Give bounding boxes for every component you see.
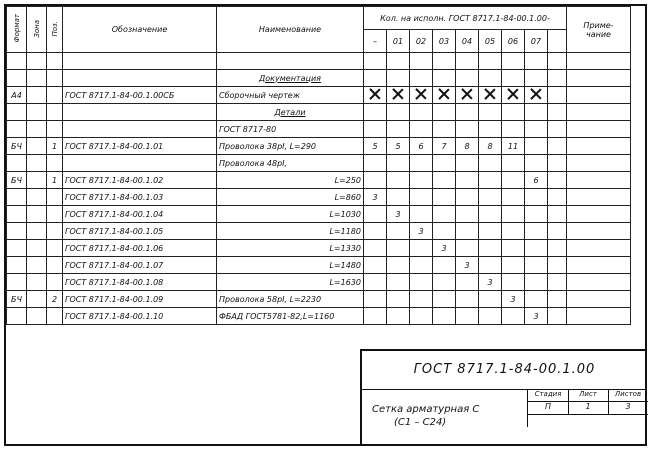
cell-qty-2 [410, 240, 433, 257]
cell-qty-7 [525, 53, 548, 70]
header-remarks: Приме- чание [567, 7, 631, 53]
cell-format [7, 206, 27, 223]
cell-remarks [567, 291, 631, 308]
spec-row [7, 53, 631, 70]
sheets-value: 3 [625, 402, 631, 411]
spec-row [7, 189, 631, 206]
cell-position [47, 240, 63, 257]
cell-zone [27, 223, 47, 240]
cell-qty-7 [525, 121, 548, 138]
cell-qty-1 [387, 308, 410, 325]
cell-qty-5 [479, 70, 502, 87]
cell-qty-4 [456, 87, 479, 104]
cell-qty-0: 5 [364, 138, 387, 155]
cell-zone [27, 104, 47, 121]
cell-name: Проволока 38рI, L=290 [217, 138, 364, 155]
spec-row [7, 138, 631, 155]
cell-zone [27, 53, 47, 70]
cross-mark-icon [484, 88, 496, 100]
cell-zone [27, 172, 47, 189]
cell-remarks [567, 308, 631, 325]
cell-qty-0 [364, 274, 387, 291]
cell-qty-6 [502, 274, 525, 291]
cell-qty-4 [456, 172, 479, 189]
cell-qty-extra [548, 70, 567, 87]
cell-qty-4 [456, 206, 479, 223]
cell-designation: ГОСТ 8717.1-84-00.1.07 [63, 257, 217, 274]
cell-format [7, 308, 27, 325]
cell-qty-1 [387, 104, 410, 121]
specification-table [6, 6, 631, 325]
cell-qty-7 [525, 291, 548, 308]
cell-qty-5 [479, 257, 502, 274]
cell-name: Детали [217, 104, 364, 121]
cell-qty-2: 3 [410, 223, 433, 240]
variant-header-2: 02 [410, 30, 433, 53]
cross-mark-icon [461, 88, 473, 100]
document-code: ГОСТ 8717.1-84-00.1.00 [362, 351, 647, 390]
variant-header-blank [548, 30, 567, 53]
cell-zone [27, 155, 47, 172]
cell-position [47, 70, 63, 87]
cell-qty-3 [433, 121, 456, 138]
cell-qty-5 [479, 121, 502, 138]
cell-qty-1 [387, 121, 410, 138]
cell-remarks [567, 70, 631, 87]
cell-position [47, 257, 63, 274]
spec-row [7, 240, 631, 257]
cell-qty-6 [502, 53, 525, 70]
cell-qty-5 [479, 291, 502, 308]
cell-qty-2 [410, 206, 433, 223]
cell-qty-4 [456, 53, 479, 70]
cell-qty-4 [456, 274, 479, 291]
cell-qty-3 [433, 53, 456, 70]
document-title-line2: (С1 – С24) [394, 417, 447, 428]
cell-qty-3 [433, 223, 456, 240]
cell-format [7, 155, 27, 172]
cell-zone [27, 257, 47, 274]
cell-remarks [567, 206, 631, 223]
cell-format [7, 257, 27, 274]
cell-qty-2 [410, 291, 433, 308]
cell-position [47, 53, 63, 70]
cell-qty-0: 3 [364, 189, 387, 206]
spec-row [7, 274, 631, 291]
cell-remarks [567, 121, 631, 138]
cell-qty-3 [433, 172, 456, 189]
cell-qty-7 [525, 257, 548, 274]
cell-qty-extra [548, 189, 567, 206]
cell-qty-2 [410, 104, 433, 121]
cell-qty-5 [479, 223, 502, 240]
cell-qty-4: 8 [456, 138, 479, 155]
cell-qty-1 [387, 189, 410, 206]
cell-format: БЧ [7, 138, 27, 155]
cell-qty-2 [410, 189, 433, 206]
cell-qty-1 [387, 223, 410, 240]
cell-qty-3 [433, 70, 456, 87]
cell-qty-0 [364, 206, 387, 223]
cell-zone [27, 70, 47, 87]
cell-qty-7: 6 [525, 172, 548, 189]
cell-name: Документация [217, 70, 364, 87]
cell-qty-0 [364, 291, 387, 308]
cell-remarks [567, 257, 631, 274]
cell-name: Сборочный чертеж [217, 87, 364, 104]
cell-qty-0 [364, 308, 387, 325]
cell-qty-0 [364, 172, 387, 189]
cell-qty-6: 3 [502, 291, 525, 308]
cell-qty-3: 3 [433, 240, 456, 257]
cell-qty-1 [387, 274, 410, 291]
cell-qty-3 [433, 87, 456, 104]
spec-row [7, 223, 631, 240]
header-zone: Зона [27, 7, 47, 53]
cell-qty-0 [364, 155, 387, 172]
cross-mark-icon [369, 88, 381, 100]
cell-qty-7 [525, 206, 548, 223]
cell-qty-extra [548, 223, 567, 240]
cell-name: ГОСТ 8717-80 [217, 121, 364, 138]
cell-qty-6 [502, 87, 525, 104]
cell-qty-3 [433, 206, 456, 223]
cell-name: Проволока 58рI, L=2230 [217, 291, 364, 308]
cell-format [7, 274, 27, 291]
cell-qty-3: 7 [433, 138, 456, 155]
cell-qty-4 [456, 121, 479, 138]
cell-qty-0 [364, 240, 387, 257]
cell-designation: ГОСТ 8717.1-84-00.1.08 [63, 274, 217, 291]
cell-qty-extra [548, 53, 567, 70]
header-qty-title: Кол. на исполн. ГОСТ 8717.1-84-00.1.00- [364, 7, 567, 30]
cell-remarks [567, 155, 631, 172]
cell-zone [27, 87, 47, 104]
cell-designation: ГОСТ 8717.1-84-00.1.01 [63, 138, 217, 155]
cell-remarks [567, 53, 631, 70]
cell-position [47, 223, 63, 240]
cell-qty-2 [410, 87, 433, 104]
cell-qty-extra [548, 172, 567, 189]
cell-qty-extra [548, 206, 567, 223]
cell-qty-1 [387, 53, 410, 70]
cell-qty-1 [387, 87, 410, 104]
cross-mark-icon [438, 88, 450, 100]
cell-qty-5 [479, 155, 502, 172]
cell-qty-6 [502, 172, 525, 189]
cell-format: БЧ [7, 172, 27, 189]
cell-remarks [567, 240, 631, 257]
cell-qty-4 [456, 104, 479, 121]
title-block-grid [527, 389, 648, 427]
cell-qty-3 [433, 308, 456, 325]
cell-zone [27, 308, 47, 325]
cell-qty-6: 11 [502, 138, 525, 155]
cell-name: Проволока 48рI, [217, 155, 364, 172]
cell-designation [63, 155, 217, 172]
title-block [360, 349, 645, 444]
cell-qty-1 [387, 70, 410, 87]
cell-qty-extra [548, 308, 567, 325]
cell-qty-extra [548, 138, 567, 155]
cell-position: 2 [47, 291, 63, 308]
variant-header-5: 05 [479, 30, 502, 53]
sheet-value: 1 [585, 402, 591, 411]
cell-format [7, 53, 27, 70]
sheet-label: Лист [579, 390, 597, 398]
spec-row [7, 308, 631, 325]
spec-row [7, 291, 631, 308]
cell-qty-4 [456, 291, 479, 308]
cell-remarks [567, 87, 631, 104]
cell-qty-7 [525, 87, 548, 104]
cell-qty-6 [502, 189, 525, 206]
cell-qty-7 [525, 138, 548, 155]
cell-qty-4 [456, 155, 479, 172]
cell-qty-2 [410, 172, 433, 189]
cell-format [7, 121, 27, 138]
cell-qty-6 [502, 257, 525, 274]
cell-qty-4 [456, 70, 479, 87]
cross-mark-icon [415, 88, 427, 100]
stage-label: Стадия [534, 390, 562, 398]
cell-qty-3 [433, 189, 456, 206]
cross-mark-icon [507, 88, 519, 100]
cell-designation: ГОСТ 8717.1-84-00.1.00СБ [63, 87, 217, 104]
cell-qty-7 [525, 189, 548, 206]
cell-name: L=1480 [217, 257, 364, 274]
cell-name: L=1180 [217, 223, 364, 240]
cell-position [47, 308, 63, 325]
cell-qty-2 [410, 257, 433, 274]
cell-qty-0 [364, 70, 387, 87]
cell-qty-0 [364, 53, 387, 70]
cell-name: L=1630 [217, 274, 364, 291]
cell-zone [27, 240, 47, 257]
cell-qty-6 [502, 121, 525, 138]
spec-row [7, 155, 631, 172]
cell-qty-7: 3 [525, 308, 548, 325]
cell-designation: ГОСТ 8717.1-84-00.1.10 [63, 308, 217, 325]
cell-zone [27, 138, 47, 155]
stage-value: П [544, 402, 551, 411]
cell-position [47, 274, 63, 291]
cell-designation [63, 53, 217, 70]
cell-qty-5 [479, 308, 502, 325]
cell-designation: ГОСТ 8717.1-84-00.1.09 [63, 291, 217, 308]
spec-row [7, 121, 631, 138]
cross-mark-icon [392, 88, 404, 100]
cell-qty-0 [364, 257, 387, 274]
cell-qty-6 [502, 206, 525, 223]
cell-qty-extra [548, 87, 567, 104]
cell-name: ФБАД ГОСТ5781-82,L=1160 [217, 308, 364, 325]
cell-format [7, 70, 27, 87]
cell-position [47, 87, 63, 104]
cell-qty-extra [548, 104, 567, 121]
cell-designation [63, 70, 217, 87]
cell-qty-7 [525, 104, 548, 121]
cell-qty-7 [525, 223, 548, 240]
cell-designation: ГОСТ 8717.1-84-00.1.02 [63, 172, 217, 189]
cell-position [47, 206, 63, 223]
cell-designation: ГОСТ 8717.1-84-00.1.05 [63, 223, 217, 240]
cell-qty-2 [410, 70, 433, 87]
variant-header-4: 04 [456, 30, 479, 53]
cell-qty-7 [525, 274, 548, 291]
cell-qty-4 [456, 308, 479, 325]
cell-name: L=1330 [217, 240, 364, 257]
cell-qty-7 [525, 155, 548, 172]
cell-qty-2 [410, 274, 433, 291]
cell-designation: ГОСТ 8717.1-84-00.1.03 [63, 189, 217, 206]
spec-row [7, 87, 631, 104]
cell-qty-1 [387, 155, 410, 172]
cell-designation: ГОСТ 8717.1-84-00.1.06 [63, 240, 217, 257]
variant-header-7: 07 [525, 30, 548, 53]
cell-qty-1: 3 [387, 206, 410, 223]
cell-qty-extra [548, 240, 567, 257]
document-title [372, 403, 532, 429]
cell-format [7, 223, 27, 240]
cell-position [47, 189, 63, 206]
header-format: Формат [7, 7, 27, 53]
header-name: Наименование [217, 7, 364, 53]
cell-position: 1 [47, 172, 63, 189]
cell-qty-5 [479, 87, 502, 104]
variant-header-0: – [364, 30, 387, 53]
cell-position [47, 121, 63, 138]
cell-format [7, 104, 27, 121]
cell-name: L=1030 [217, 206, 364, 223]
cell-qty-7 [525, 240, 548, 257]
cell-qty-2 [410, 121, 433, 138]
cell-qty-0 [364, 87, 387, 104]
cell-qty-2 [410, 308, 433, 325]
cell-qty-5 [479, 104, 502, 121]
cell-format: А4 [7, 87, 27, 104]
cell-name: L=860 [217, 189, 364, 206]
cell-qty-extra [548, 155, 567, 172]
cell-qty-4 [456, 240, 479, 257]
cell-position: 1 [47, 138, 63, 155]
cell-zone [27, 121, 47, 138]
cell-qty-4 [456, 189, 479, 206]
variant-header-3: 03 [433, 30, 456, 53]
cell-qty-6 [502, 155, 525, 172]
spec-row [7, 172, 631, 189]
cell-qty-4 [456, 223, 479, 240]
cell-zone [27, 206, 47, 223]
cell-qty-2 [410, 155, 433, 172]
cell-qty-6 [502, 240, 525, 257]
cell-qty-1 [387, 172, 410, 189]
cell-qty-1 [387, 291, 410, 308]
variant-header-1: 01 [387, 30, 410, 53]
cell-position [47, 155, 63, 172]
cell-zone [27, 291, 47, 308]
header-designation: Обозначение [63, 7, 217, 53]
header-pos: Поз. [47, 7, 63, 53]
cell-name: L=250 [217, 172, 364, 189]
cell-qty-6 [502, 308, 525, 325]
spec-row [7, 206, 631, 223]
cell-qty-3 [433, 257, 456, 274]
cell-qty-0 [364, 223, 387, 240]
cell-remarks [567, 223, 631, 240]
cell-qty-5 [479, 53, 502, 70]
spec-row [7, 104, 631, 121]
cell-qty-2 [410, 53, 433, 70]
cell-qty-6 [502, 104, 525, 121]
sheets-label: Листов [614, 390, 642, 398]
cell-qty-extra [548, 257, 567, 274]
cell-qty-3 [433, 104, 456, 121]
cell-zone [27, 189, 47, 206]
cell-qty-5: 8 [479, 138, 502, 155]
cross-mark-icon [530, 88, 542, 100]
cell-qty-3 [433, 155, 456, 172]
cell-remarks [567, 104, 631, 121]
cell-qty-5 [479, 240, 502, 257]
document-title-line1: Сетка арматурная С [372, 404, 480, 415]
cell-qty-4: 3 [456, 257, 479, 274]
cell-qty-3 [433, 291, 456, 308]
cell-qty-extra [548, 274, 567, 291]
cell-qty-5 [479, 206, 502, 223]
cell-qty-0 [364, 104, 387, 121]
cell-qty-6 [502, 223, 525, 240]
cell-qty-3 [433, 274, 456, 291]
cell-qty-1 [387, 240, 410, 257]
cell-name [217, 53, 364, 70]
cell-remarks [567, 274, 631, 291]
cell-designation [63, 121, 217, 138]
cell-remarks [567, 138, 631, 155]
cell-qty-extra [548, 291, 567, 308]
cell-qty-0 [364, 121, 387, 138]
cell-qty-2: 6 [410, 138, 433, 155]
cell-format [7, 240, 27, 257]
variant-header-6: 06 [502, 30, 525, 53]
cell-format: БЧ [7, 291, 27, 308]
cell-qty-extra [548, 121, 567, 138]
cell-position [47, 104, 63, 121]
cell-qty-6 [502, 70, 525, 87]
cell-qty-5: 3 [479, 274, 502, 291]
cell-qty-1: 5 [387, 138, 410, 155]
cell-zone [27, 274, 47, 291]
cell-designation [63, 104, 217, 121]
cell-qty-5 [479, 172, 502, 189]
cell-format [7, 189, 27, 206]
spec-row [7, 70, 631, 87]
cell-qty-5 [479, 189, 502, 206]
cell-remarks [567, 172, 631, 189]
cell-remarks [567, 189, 631, 206]
cell-designation: ГОСТ 8717.1-84-00.1.04 [63, 206, 217, 223]
spec-row [7, 257, 631, 274]
cell-qty-7 [525, 70, 548, 87]
cell-qty-1 [387, 257, 410, 274]
